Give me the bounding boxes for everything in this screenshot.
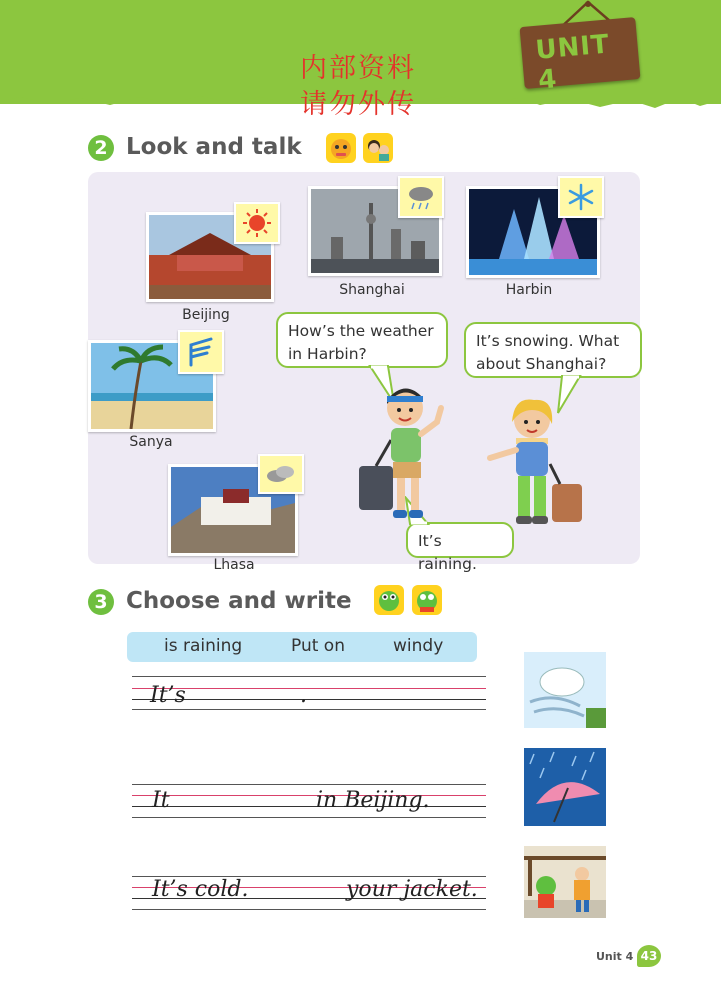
section-3-title: Choose and write — [126, 588, 352, 614]
sun-icon — [234, 202, 280, 244]
footer-unit-label: Unit 4 — [596, 950, 634, 963]
caption-lhasa: Lhasa — [213, 557, 255, 573]
watermark-line-2: 请勿外传 — [300, 89, 416, 120]
caption-sanya: Sanya — [129, 434, 173, 450]
frog-write-icon — [412, 585, 442, 615]
word-bank — [127, 632, 477, 662]
caption-shanghai: Shanghai — [339, 282, 405, 298]
tiger-speak-icon — [326, 133, 356, 163]
sentence-2-end: in Beijing. — [316, 788, 430, 813]
rain-cloud-icon — [398, 176, 444, 218]
section-2-number: 2 — [88, 135, 114, 161]
sentence-1-end: . — [300, 683, 307, 708]
sentence-3-end: your jacket. — [346, 877, 478, 902]
writing-line — [132, 795, 486, 796]
sentence-2-start: It — [152, 788, 170, 813]
kids-talk-icon — [363, 133, 393, 163]
writing-line — [132, 676, 486, 677]
writing-line — [132, 709, 486, 710]
section-3-number: 3 — [88, 589, 114, 615]
caption-beijing: Beijing — [182, 307, 230, 323]
windy-picture — [524, 652, 606, 728]
frog-read-icon — [374, 585, 404, 615]
writing-line — [132, 806, 486, 807]
wind-icon — [178, 330, 224, 374]
snowflake-icon — [558, 176, 604, 218]
bubble-boy-question-text: How’s the weather in Harbin? — [288, 322, 434, 363]
unit-sign — [520, 17, 641, 96]
word-bank-item-1: is raining — [164, 636, 243, 656]
unit-sign-label: UNIT 4 — [534, 29, 611, 96]
cold-jacket-picture — [524, 846, 606, 918]
speech-bubble-girl-answer — [464, 322, 642, 378]
watermark-line-1: 内部资料 — [300, 53, 416, 84]
raining-umbrella-picture — [524, 748, 606, 826]
cloudy-icon — [258, 454, 304, 494]
girl-with-suitcase-illustration — [484, 396, 594, 528]
word-bank-item-3: windy — [393, 636, 444, 656]
word-bank-item-2: Put on — [291, 636, 345, 656]
boy-with-suitcase-illustration — [355, 378, 455, 528]
speech-bubble-boy-question — [276, 312, 448, 368]
writing-line — [132, 817, 486, 818]
bubble-boy-answer-text: It’s raining. — [418, 532, 477, 573]
writing-line — [132, 784, 486, 785]
section-2-title: Look and talk — [126, 134, 302, 160]
sentence-3-start: It’s cold. — [152, 877, 249, 902]
caption-harbin: Harbin — [505, 282, 553, 298]
page-number: 43 — [637, 945, 661, 967]
writing-line — [132, 909, 486, 910]
bubble-girl-answer-text: It’s snowing. What about Shanghai? — [476, 332, 620, 373]
sentence-1-start: It’s — [150, 683, 186, 708]
